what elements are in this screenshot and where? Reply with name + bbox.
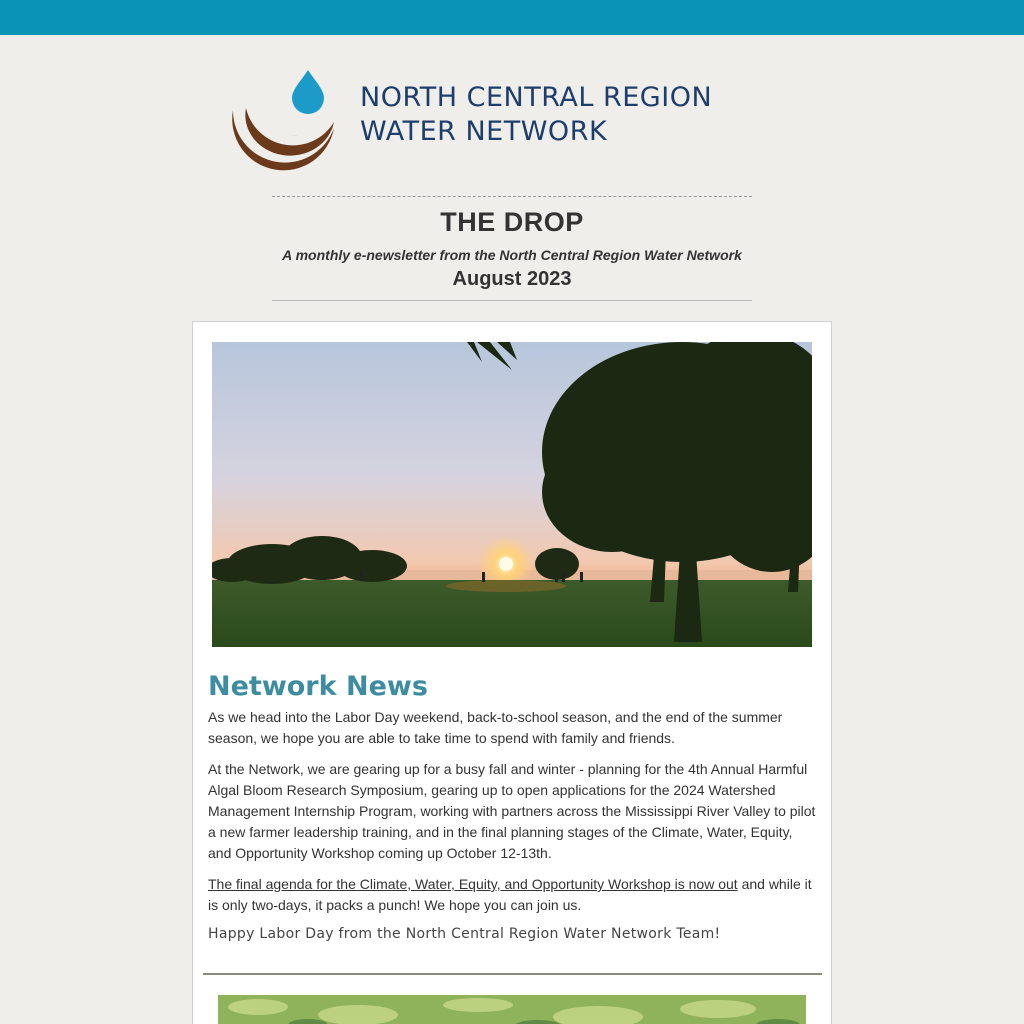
paragraph-intro: As we head into the Labor Day weekend, back-to-school season, and the end of the summer season, we hope you are able to take time to spend with family and friends. [208, 709, 783, 746]
dashed-divider [272, 196, 752, 197]
paragraph-workshop-text: and while it is only two-days, it packs a punch! We hope you can join us. [208, 876, 812, 913]
logo-text-line2: WATER NETWORK [360, 116, 608, 147]
section-heading-network-news: Network News [208, 671, 428, 702]
workshop-agenda-link[interactable]: The final agenda for the Climate, Water, Equity, and Opportunity Workshop is now out [208, 876, 738, 892]
crescent-drop-logo-icon [228, 60, 348, 176]
network-logo[interactable] [228, 60, 808, 176]
newsletter-content-card [192, 321, 832, 1024]
second-article-image [218, 995, 806, 1024]
closing-greeting: Happy Labor Day from the North Central Region Water Network Team! [208, 926, 721, 942]
paragraph-fall-plans: At the Network, we are gearing up for a busy fall and winter - planning for the 4th Annual Harmful Algal Bloom Research Symposium, gearing up to open applications for the 2024 Watershed Management Internship Program, working with partners across the Mississippi River Valley to pilot a new farmer leadership training, and in the final planning stages of the Climate, Water, Equity, and Opportunity Workshop coming up October 12-13th. [208, 761, 816, 861]
solid-divider [272, 300, 752, 301]
newsletter-subtitle: A monthly e-newsletter from the North Central Region Water Network [282, 247, 742, 263]
hero-image-sunset-park [212, 342, 812, 647]
issue-date: August 2023 [452, 268, 572, 290]
logo-text-line1: NORTH CENTRAL REGION [360, 82, 713, 113]
paragraph-workshop [208, 874, 818, 916]
newsletter-title: THE DROP [440, 207, 584, 237]
card-divider [203, 973, 822, 975]
top-banner-bar [0, 0, 1024, 35]
